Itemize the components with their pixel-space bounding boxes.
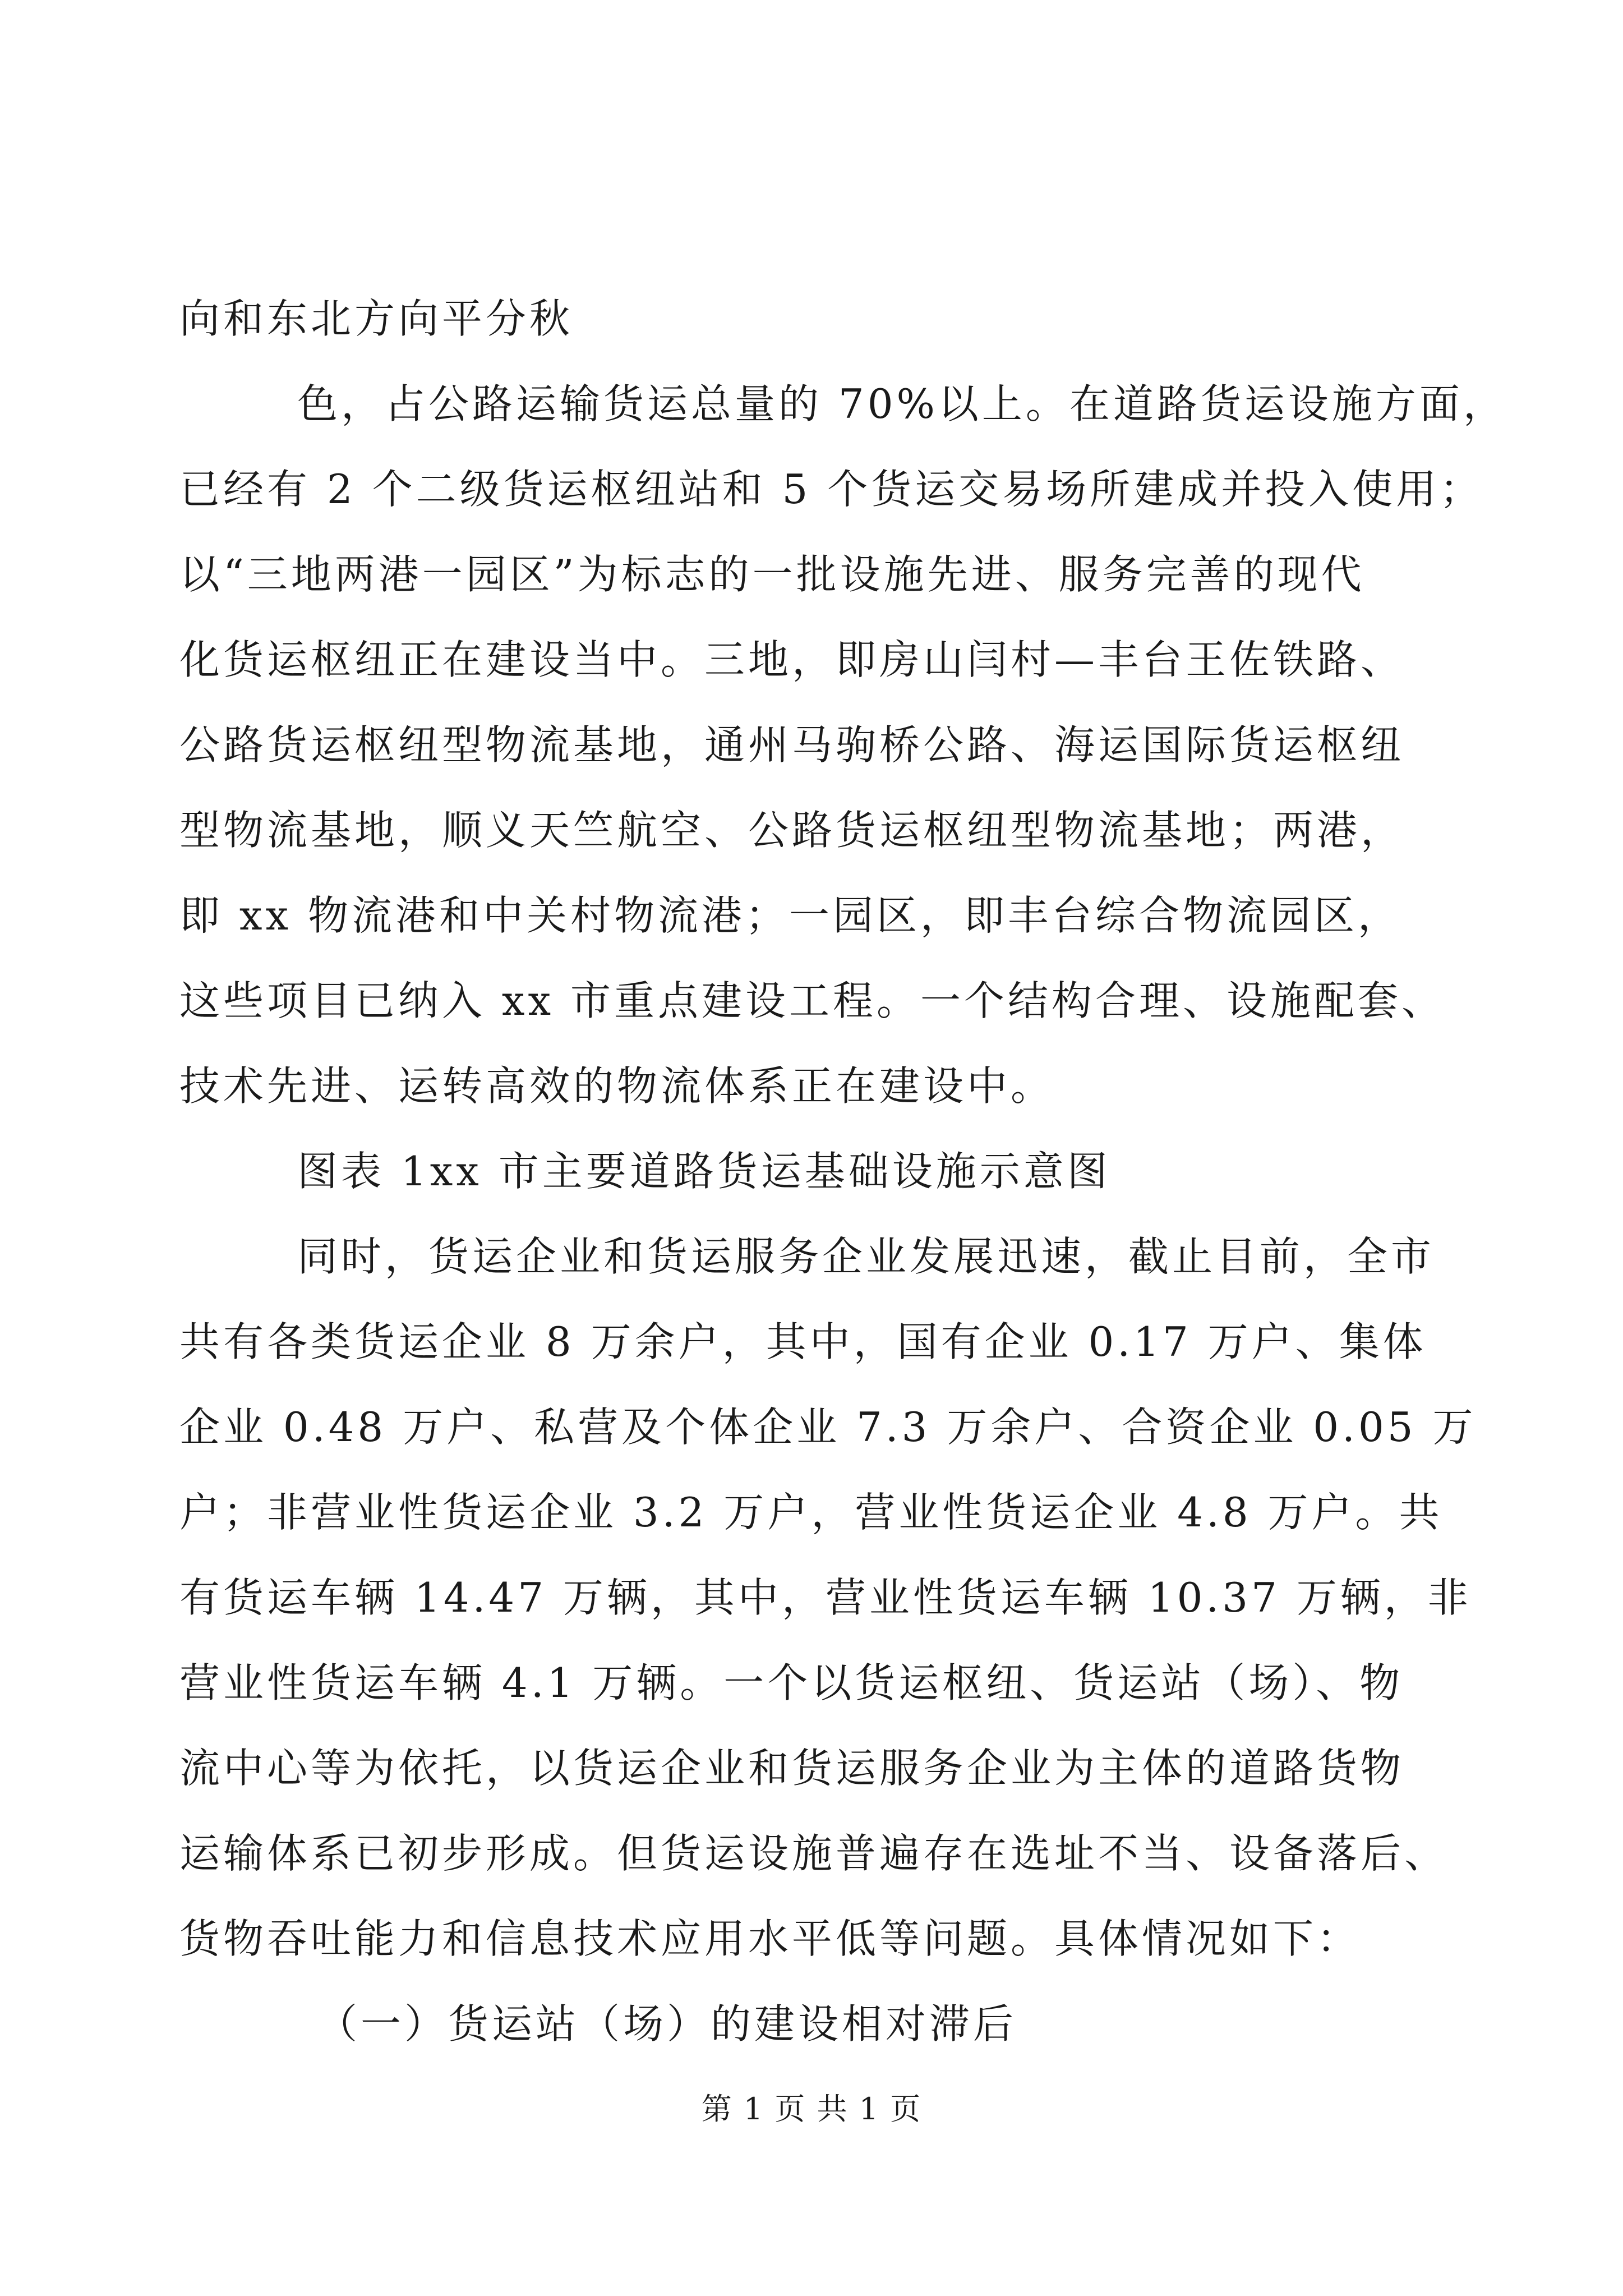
paragraph-line-7: 型物流基地，顺义天竺航空、公路货运枢纽型物流基地；两港， (179, 807, 1405, 854)
section-heading: （一）货运站（场）的建设相对滞后 (317, 2000, 1017, 2047)
paragraph-line-6: 公路货运枢纽型物流基地，通州马驹桥公路、海运国际货运枢纽 (179, 721, 1405, 769)
paragraph-line-20: 货物吞吐能力和信息技术应用水平低等问题。具体情况如下： (179, 1915, 1361, 1962)
figure-caption: 图表 1xx 市主要道路货运基础设施示意图 (297, 1148, 1111, 1195)
paragraph-line-3: 已经有 2 个二级货运枢纽站和 5 个货运交易场所建成并投入使用； (179, 466, 1484, 513)
paragraph-line-13: 共有各类货运企业 8 万余户，其中，国有企业 0.17 万户、集体 (179, 1318, 1427, 1365)
paragraph-line-10: 技术先进、运转高效的物流体系正在建设中。 (179, 1062, 1055, 1110)
paragraph-line-18: 流中心等为依托，以货运企业和货运服务企业为主体的道路货物 (179, 1745, 1405, 1792)
page-footer: 第 1 页 共 1 页 (701, 2091, 922, 2127)
paragraph-line-8: 即 xx 物流港和中关村物流港；一园区，即丰台综合物流园区， (179, 892, 1401, 939)
paragraph-line-15: 户；非营业性货运企业 3.2 万户，营业性货运企业 4.8 万户。共 (179, 1489, 1443, 1536)
paragraph-line-9: 这些项目已纳入 xx 市重点建设工程。一个结构合理、设施配套、 (179, 977, 1445, 1024)
paragraph-line-12: 同时，货运企业和货运服务企业发展迅速，截止目前，全市 (297, 1233, 1435, 1280)
paragraph-line-5: 化货运枢纽正在建设当中。三地，即房山闫村—丰台王佐铁路、 (179, 636, 1405, 683)
paragraph-line-19: 运输体系已初步形成。但货运设施普遍存在选址不当、设备落后、 (179, 1830, 1449, 1877)
paragraph-line-1: 向和东北方向平分秋 (179, 295, 574, 342)
paragraph-line-2: 色，占公路运输货运总量的 70%以上。在道路货运设施方面， (297, 380, 1507, 427)
paragraph-line-4: 以“三地两港一园区”为标志的一批设施先进、服务完善的现代 (179, 551, 1365, 598)
paragraph-line-16: 有货运车辆 14.47 万辆，其中，营业性货运车辆 10.37 万辆，非 (179, 1574, 1472, 1621)
paragraph-line-14: 企业 0.48 万户、私营及个体企业 7.3 万余户、合资企业 0.05 万 (179, 1404, 1477, 1451)
paragraph-line-17: 营业性货运车辆 4.1 万辆。一个以货运枢纽、货运站（场）、物 (179, 1659, 1404, 1706)
